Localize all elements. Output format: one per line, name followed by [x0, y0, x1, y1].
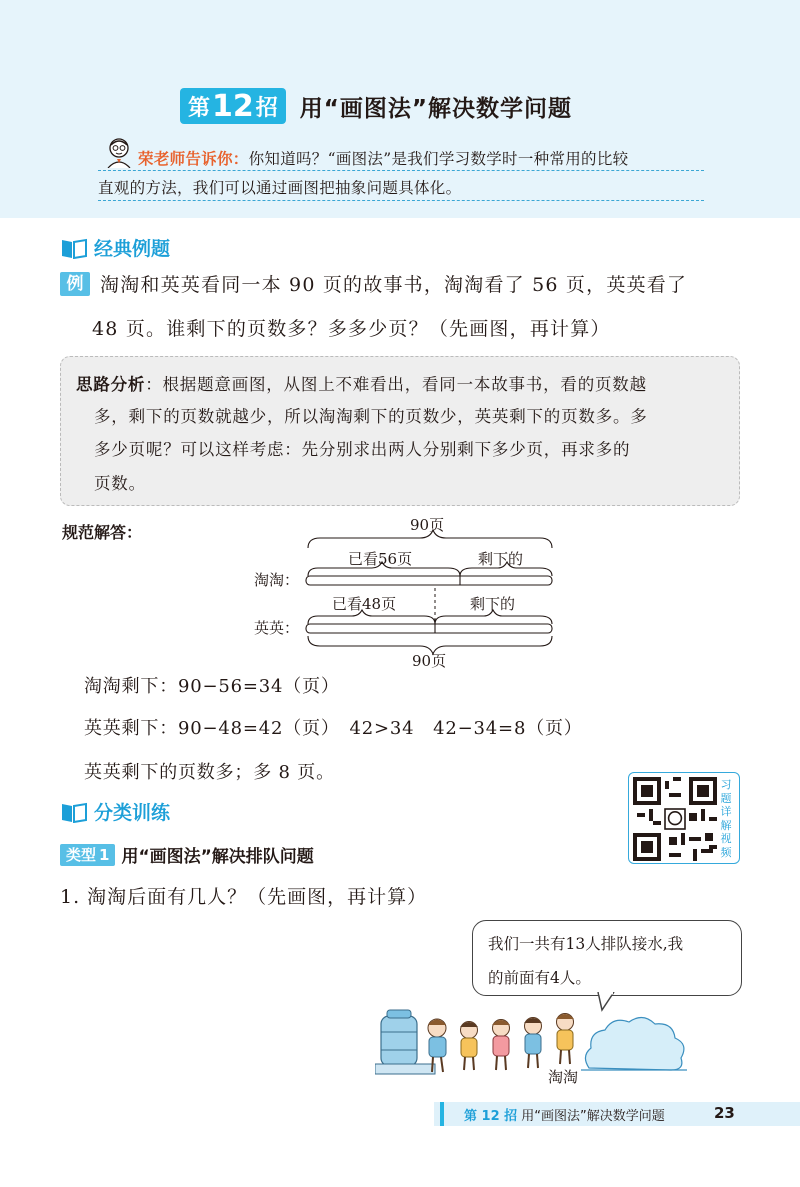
teacher-avatar-icon	[104, 136, 134, 168]
qr-caption	[716, 778, 736, 859]
taotao-label: 淘淘	[548, 1068, 579, 1086]
type-title: 用“画图法”解决排队问题	[121, 847, 314, 867]
tip-line-1	[138, 147, 628, 169]
tip-label: 荣老师告诉你：	[138, 150, 249, 168]
example-badge: 例	[60, 272, 90, 296]
yingying-bar	[306, 624, 552, 633]
qr-caption-char: 频	[720, 845, 732, 859]
analysis-line-3: 多少页呢？可以这样考虑：先分别求出两人分别剩下多少页，再求多的	[94, 440, 631, 459]
child-5-icon	[556, 1014, 574, 1065]
child-4-icon	[524, 1018, 542, 1069]
taotao-name-label: 淘淘：	[254, 571, 300, 589]
tip-divider-2	[98, 200, 704, 201]
solution-label: 规范解答：	[62, 523, 143, 542]
type-badge	[60, 844, 115, 866]
badge-suffix: 招	[255, 95, 278, 121]
analysis-line-1	[76, 371, 647, 395]
yingying-left-label: 剩下的	[470, 595, 516, 613]
footer-title: 用“画图法”解决数学问题	[521, 1109, 665, 1124]
analysis-line-4: 页数。	[94, 474, 146, 493]
badge-prefix: 第	[188, 95, 211, 121]
bubble-line-1: 我们一共有13人排队接水,我	[488, 935, 684, 953]
taotao-read-label: 已看56页	[348, 550, 413, 568]
yingying-read-label: 已看48页	[332, 595, 397, 613]
training-heading-text: 分类训练	[94, 802, 171, 824]
queue-illustration	[375, 990, 695, 1085]
example-section-heading	[60, 234, 170, 261]
book-icon	[60, 801, 88, 823]
conclusion-line: 英英剩下的页数多；多 8 页。	[84, 762, 335, 783]
example-line-2: 48 页。谁剩下的页数多？多多少页？（先画图，再计算）	[92, 318, 611, 340]
analysis-text-1: ：根据题意画图，从图上不难看出，看同一本故事书，看的页数越	[145, 375, 647, 394]
book-icon	[60, 237, 88, 259]
footer-accent-bar	[440, 1102, 444, 1126]
crowd-cloud-icon	[581, 1017, 687, 1070]
child-2-icon	[460, 1022, 478, 1071]
training-section-heading	[60, 798, 170, 825]
calc-line-1: 淘淘剩下：90−56=34（页）	[84, 676, 340, 697]
chapter-title-row	[180, 86, 572, 126]
tip-divider-1	[98, 170, 704, 171]
taotao-read-brace	[308, 562, 460, 576]
badge-number: 12	[212, 88, 254, 124]
example-heading-text: 经典例题	[94, 238, 171, 260]
yingying-name-label: 英英：	[254, 619, 300, 637]
taotao-left-brace	[460, 562, 552, 576]
tip-text-1: 你知道吗？“画图法”是我们学习数学时一种常用的比较	[248, 150, 629, 168]
page-title: 用“画图法”解决数学问题	[299, 95, 573, 122]
line-segment-diagram	[240, 508, 570, 673]
example-line-1: 淘淘和英英看同一本 90 页的故事书，淘淘看了 56 页，英英看了	[100, 274, 688, 296]
bottom-total-label: 90页	[412, 652, 447, 670]
chapter-badge	[180, 88, 286, 124]
analysis-line-2: 多，剩下的页数就越少，所以淘淘剩下的页数少，英英剩下的页数多。多	[94, 407, 648, 426]
analysis-label: 思路分析	[76, 375, 146, 394]
question-1: 1. 淘淘后面有几人？（先画图，再计算）	[60, 886, 428, 908]
qr-caption-char: 详	[720, 805, 732, 818]
water-barrel-icon	[375, 1010, 435, 1074]
taotao-left-label: 剩下的	[478, 550, 524, 568]
calc-line-2: 英英剩下：90−48=42（页） 42>34 42−34=8（页）	[84, 718, 583, 739]
taotao-bar	[306, 576, 552, 585]
qr-caption-char: 习	[720, 778, 732, 791]
child-3-icon	[492, 1020, 510, 1071]
footer-chapter: 第 12 招	[464, 1109, 518, 1124]
type-row	[60, 842, 314, 867]
top-total-label: 90页	[410, 516, 445, 534]
page-number: 23	[714, 1104, 735, 1122]
qr-code-icon	[633, 777, 717, 861]
type-badge-label: 类型	[66, 846, 97, 864]
type-badge-number: 1	[99, 845, 110, 864]
qr-caption-char: 解	[720, 818, 732, 832]
tip-line-2: 直观的方法，我们可以通过画图把抽象问题具体化。	[98, 179, 462, 197]
qr-caption-char: 题	[720, 791, 732, 805]
qr-caption-char: 视	[720, 832, 732, 845]
bubble-line-2: 的前面有4人。	[488, 969, 591, 987]
footer-running-title	[464, 1105, 665, 1124]
